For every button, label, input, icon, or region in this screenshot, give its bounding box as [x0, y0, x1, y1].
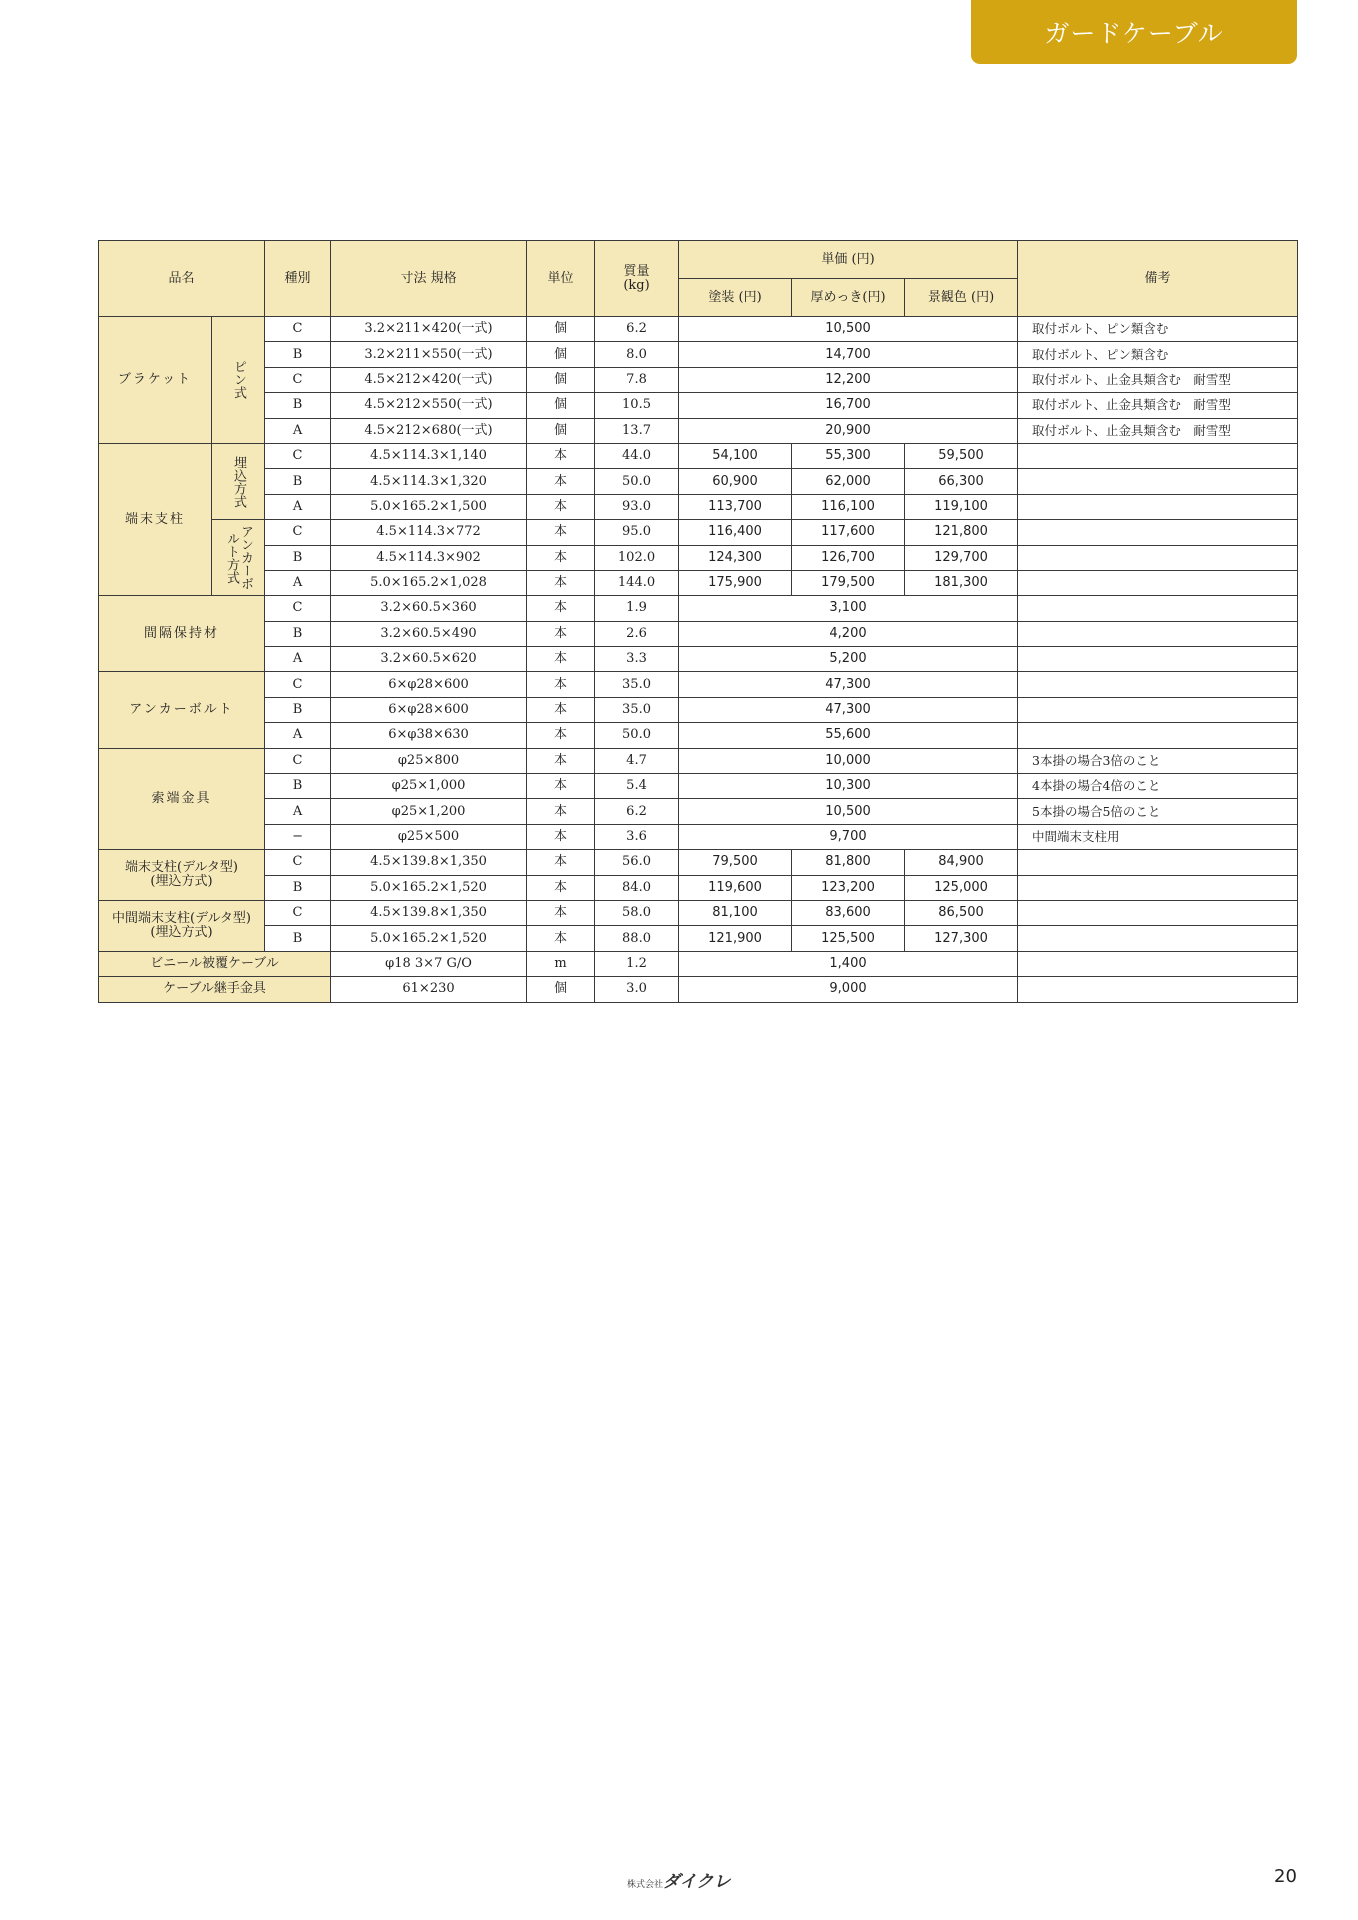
group-delta-middle-line-2: (埋込方式) [150, 924, 213, 940]
cell-mass: 50.0 [595, 469, 679, 494]
table-row [99, 469, 1298, 494]
header-price: 単価 (円) [679, 241, 1018, 279]
cell-type: B [265, 875, 331, 900]
cell-note [1018, 520, 1298, 545]
cell-price: 5,200 [679, 647, 1018, 672]
cell-price-color: 66,300 [905, 469, 1018, 494]
cell-note [1018, 570, 1298, 595]
cell-mass: 56.0 [595, 850, 679, 875]
cell-unit: 本 [527, 672, 595, 697]
cell-unit: 個 [527, 418, 595, 443]
price-table [98, 240, 1298, 1003]
cell-mass: 84.0 [595, 875, 679, 900]
group-delta-terminal-line-1: 端末支柱(デルタ型) [125, 860, 238, 876]
cell-note: 取付ボルト、止金具類含む 耐雪型 [1018, 393, 1298, 418]
table-row [99, 875, 1298, 900]
cell-price-paint: 116,400 [679, 520, 792, 545]
header-unit: 単位 [527, 241, 595, 317]
cell-size: 5.0×165.2×1,500 [331, 494, 527, 519]
subgroup-embed: 埋込方式 [212, 443, 265, 519]
cell-mass: 44.0 [595, 443, 679, 468]
cell-mass: 5.4 [595, 774, 679, 799]
cell-mass: 35.0 [595, 672, 679, 697]
cell-unit: 本 [527, 774, 595, 799]
table-row [99, 520, 1298, 545]
cell-price-color: 127,300 [905, 926, 1018, 951]
cell-size: φ25×1,000 [331, 774, 527, 799]
table-row [99, 494, 1298, 519]
cell-size: 5.0×165.2×1,520 [331, 926, 527, 951]
cell-mass: 58.0 [595, 900, 679, 925]
cell-type: C [265, 367, 331, 392]
cell-note [1018, 900, 1298, 925]
table-row [99, 900, 1298, 925]
cell-price-paint: 81,100 [679, 900, 792, 925]
cell-price-color: 59,500 [905, 443, 1018, 468]
cell-mass: 35.0 [595, 697, 679, 722]
cell-type: B [265, 697, 331, 722]
header-note: 備考 [1018, 241, 1298, 317]
cell-size: 4.5×212×420(一式) [331, 367, 527, 392]
cell-unit: 本 [527, 570, 595, 595]
cell-type: A [265, 418, 331, 443]
company-logo-name: ダイクレ [663, 1872, 731, 1892]
cell-mass: 6.2 [595, 799, 679, 824]
cell-price: 55,600 [679, 723, 1018, 748]
cell-unit: 本 [527, 723, 595, 748]
cell-price: 9,000 [679, 977, 1018, 1002]
group-anchor-bolt: アンカーボルト [99, 672, 265, 748]
cell-price-plate: 179,500 [792, 570, 905, 595]
cell-type: C [265, 317, 331, 342]
cell-price-color: 181,300 [905, 570, 1018, 595]
cell-unit: 本 [527, 520, 595, 545]
cell-unit: 本 [527, 647, 595, 672]
cell-price: 4,200 [679, 621, 1018, 646]
cell-mass: 6.2 [595, 317, 679, 342]
cell-size: 6×φ28×600 [331, 697, 527, 722]
page-number: 20 [1274, 1866, 1297, 1887]
group-terminal: 端末支柱 [99, 443, 212, 595]
cell-size: 4.5×114.3×772 [331, 520, 527, 545]
table-row [99, 951, 1298, 976]
table-body [99, 317, 1298, 1003]
header-mass [595, 241, 679, 317]
cell-type: C [265, 748, 331, 773]
cell-mass: 95.0 [595, 520, 679, 545]
cell-note [1018, 926, 1298, 951]
cell-note: 取付ボルト、止金具類含む 耐雪型 [1018, 367, 1298, 392]
table-row [99, 596, 1298, 621]
table-row [99, 977, 1298, 1002]
cell-price-plate: 55,300 [792, 443, 905, 468]
table-row [99, 570, 1298, 595]
header-price-plate: 厚めっき(円) [792, 279, 905, 317]
table-row [99, 672, 1298, 697]
cell-note [1018, 977, 1298, 1002]
cell-type: C [265, 672, 331, 697]
cell-price: 14,700 [679, 342, 1018, 367]
cell-size: φ18 3×7 G/O [331, 951, 527, 976]
cell-mass: 13.7 [595, 418, 679, 443]
cell-mass: 2.6 [595, 621, 679, 646]
cell-price: 20,900 [679, 418, 1018, 443]
cell-price-paint: 60,900 [679, 469, 792, 494]
cell-note [1018, 672, 1298, 697]
cell-unit: 本 [527, 469, 595, 494]
cell-note [1018, 494, 1298, 519]
group-delta-terminal [99, 850, 265, 901]
cell-price-plate: 62,000 [792, 469, 905, 494]
cell-mass: 7.8 [595, 367, 679, 392]
table-row [99, 621, 1298, 646]
cell-mass: 3.6 [595, 824, 679, 849]
table-row [99, 342, 1298, 367]
group-vinyl-cable: ビニール被覆ケーブル [99, 951, 331, 976]
cell-note [1018, 697, 1298, 722]
table-row [99, 443, 1298, 468]
cell-size: 3.2×211×420(一式) [331, 317, 527, 342]
cell-note: 3本掛の場合3倍のこと [1018, 748, 1298, 773]
cell-price: 3,100 [679, 596, 1018, 621]
cell-size: 61×230 [331, 977, 527, 1002]
cell-price-paint: 119,600 [679, 875, 792, 900]
cell-unit: 本 [527, 824, 595, 849]
cell-price-paint: 54,100 [679, 443, 792, 468]
header-price-color: 景観色 (円) [905, 279, 1018, 317]
cell-size: 5.0×165.2×1,520 [331, 875, 527, 900]
cell-price-color: 121,800 [905, 520, 1018, 545]
cell-type: A [265, 799, 331, 824]
cell-type: B [265, 545, 331, 570]
cell-mass: 3.0 [595, 977, 679, 1002]
cell-size: 4.5×139.8×1,350 [331, 850, 527, 875]
cell-note [1018, 850, 1298, 875]
cell-price-paint: 124,300 [679, 545, 792, 570]
cell-price-paint: 79,500 [679, 850, 792, 875]
cell-mass: 88.0 [595, 926, 679, 951]
cell-size: 4.5×114.3×1,140 [331, 443, 527, 468]
group-delta-middle-line-1: 中間端末支柱(デルタ型) [112, 910, 251, 926]
cell-note [1018, 469, 1298, 494]
cell-note [1018, 443, 1298, 468]
cell-type: B [265, 621, 331, 646]
group-delta-terminal-line-2: (埋込方式) [150, 874, 213, 890]
table-row [99, 647, 1298, 672]
cell-price-plate: 116,100 [792, 494, 905, 519]
table-row [99, 545, 1298, 570]
cell-size: 3.2×211×550(一式) [331, 342, 527, 367]
table-row [99, 799, 1298, 824]
cell-size: 6×φ38×630 [331, 723, 527, 748]
group-delta-middle [99, 900, 265, 951]
cell-unit: 本 [527, 621, 595, 646]
cell-size: φ25×500 [331, 824, 527, 849]
cell-size: 4.5×139.8×1,350 [331, 900, 527, 925]
cell-unit: 本 [527, 443, 595, 468]
cell-size: φ25×1,200 [331, 799, 527, 824]
cell-unit: m [527, 951, 595, 976]
cell-unit: 本 [527, 748, 595, 773]
cell-unit: 個 [527, 342, 595, 367]
cell-price-color: 119,100 [905, 494, 1018, 519]
cell-mass: 3.3 [595, 647, 679, 672]
cell-price-color: 84,900 [905, 850, 1018, 875]
cell-note [1018, 723, 1298, 748]
table-row [99, 418, 1298, 443]
table-row [99, 697, 1298, 722]
header-mass-unit: (kg) [623, 277, 650, 293]
cell-price: 47,300 [679, 672, 1018, 697]
header-size: 寸法 規格 [331, 241, 527, 317]
cell-type: A [265, 570, 331, 595]
group-bracket: ブラケット [99, 317, 212, 444]
cell-note: 5本掛の場合5倍のこと [1018, 799, 1298, 824]
cell-type: B [265, 926, 331, 951]
cell-size: 6×φ28×600 [331, 672, 527, 697]
cell-size: 4.5×114.3×1,320 [331, 469, 527, 494]
cell-price: 47,300 [679, 697, 1018, 722]
cell-size: 4.5×212×550(一式) [331, 393, 527, 418]
cell-size: 3.2×60.5×490 [331, 621, 527, 646]
cell-price-color: 129,700 [905, 545, 1018, 570]
table-row [99, 393, 1298, 418]
section-tab: ガードケーブル [971, 0, 1297, 64]
cell-size: 4.5×114.3×902 [331, 545, 527, 570]
cell-price-plate: 125,500 [792, 926, 905, 951]
cell-price-plate: 126,700 [792, 545, 905, 570]
header-name: 品名 [99, 241, 265, 317]
cell-type: C [265, 900, 331, 925]
cell-mass: 144.0 [595, 570, 679, 595]
cell-price: 16,700 [679, 393, 1018, 418]
cell-mass: 102.0 [595, 545, 679, 570]
cell-unit: 個 [527, 317, 595, 342]
cell-note: 取付ボルト、止金具類含む 耐雪型 [1018, 418, 1298, 443]
cell-mass: 4.7 [595, 748, 679, 773]
cell-unit: 本 [527, 900, 595, 925]
subgroup-pin: ピン式 [212, 317, 265, 444]
cell-unit: 本 [527, 596, 595, 621]
table-row [99, 824, 1298, 849]
cell-unit: 本 [527, 494, 595, 519]
cell-price: 10,500 [679, 317, 1018, 342]
cell-mass: 93.0 [595, 494, 679, 519]
cell-mass: 1.9 [595, 596, 679, 621]
cell-type: A [265, 647, 331, 672]
cell-price: 12,200 [679, 367, 1018, 392]
cell-mass: 50.0 [595, 723, 679, 748]
cell-mass: 1.2 [595, 951, 679, 976]
cell-type: C [265, 520, 331, 545]
cell-unit: 本 [527, 850, 595, 875]
cell-price-paint: 175,900 [679, 570, 792, 595]
cell-type: B [265, 469, 331, 494]
cell-price: 9,700 [679, 824, 1018, 849]
header-price-paint: 塗装 (円) [679, 279, 792, 317]
cell-unit: 本 [527, 799, 595, 824]
cell-note [1018, 647, 1298, 672]
subgroup-anchor-bolt-method: アンカーボルト方式 [212, 520, 265, 596]
cell-unit: 本 [527, 545, 595, 570]
cell-type: B [265, 342, 331, 367]
cell-unit: 本 [527, 875, 595, 900]
company-logo [627, 1867, 730, 1892]
table-row [99, 774, 1298, 799]
cell-size: 3.2×60.5×620 [331, 647, 527, 672]
cell-price-plate: 123,200 [792, 875, 905, 900]
cell-type: C [265, 596, 331, 621]
cell-mass: 10.5 [595, 393, 679, 418]
cell-size: 5.0×165.2×1,028 [331, 570, 527, 595]
cell-price-color: 86,500 [905, 900, 1018, 925]
cell-type: − [265, 824, 331, 849]
cell-mass: 8.0 [595, 342, 679, 367]
table-row [99, 723, 1298, 748]
table-row [99, 317, 1298, 342]
cell-note [1018, 621, 1298, 646]
cell-type: B [265, 393, 331, 418]
cell-price-plate: 83,600 [792, 900, 905, 925]
cell-unit: 個 [527, 977, 595, 1002]
cell-type: A [265, 723, 331, 748]
cell-note: 4本掛の場合4倍のこと [1018, 774, 1298, 799]
cell-note [1018, 545, 1298, 570]
cell-price-paint: 113,700 [679, 494, 792, 519]
cell-price: 1,400 [679, 951, 1018, 976]
cell-note [1018, 875, 1298, 900]
cell-price: 10,300 [679, 774, 1018, 799]
cell-type: C [265, 443, 331, 468]
cell-type: C [265, 850, 331, 875]
cell-note [1018, 951, 1298, 976]
cell-size: φ25×800 [331, 748, 527, 773]
cell-unit: 本 [527, 926, 595, 951]
cell-unit: 本 [527, 697, 595, 722]
group-spacer: 間隔保持材 [99, 596, 265, 672]
cell-type: B [265, 774, 331, 799]
company-logo-prefix: 株式会社 [627, 1880, 664, 1890]
header-mass-label: 質量 [623, 263, 650, 279]
cell-price-color: 125,000 [905, 875, 1018, 900]
group-cable-joint: ケーブル継手金具 [99, 977, 331, 1002]
cell-price-paint: 121,900 [679, 926, 792, 951]
cell-note [1018, 596, 1298, 621]
table-row [99, 926, 1298, 951]
cell-price: 10,000 [679, 748, 1018, 773]
cell-unit: 個 [527, 367, 595, 392]
cell-price-plate: 81,800 [792, 850, 905, 875]
cell-note: 中間端末支柱用 [1018, 824, 1298, 849]
table-row [99, 748, 1298, 773]
cell-size: 4.5×212×680(一式) [331, 418, 527, 443]
cell-unit: 個 [527, 393, 595, 418]
cell-price: 10,500 [679, 799, 1018, 824]
cell-note: 取付ボルト、ピン類含む [1018, 342, 1298, 367]
cell-type: A [265, 494, 331, 519]
table-row [99, 367, 1298, 392]
cell-price-plate: 117,600 [792, 520, 905, 545]
header-type: 種別 [265, 241, 331, 317]
table-row [99, 850, 1298, 875]
cell-note: 取付ボルト、ピン類含む [1018, 317, 1298, 342]
group-sotan: 索端金具 [99, 748, 265, 850]
cell-size: 3.2×60.5×360 [331, 596, 527, 621]
